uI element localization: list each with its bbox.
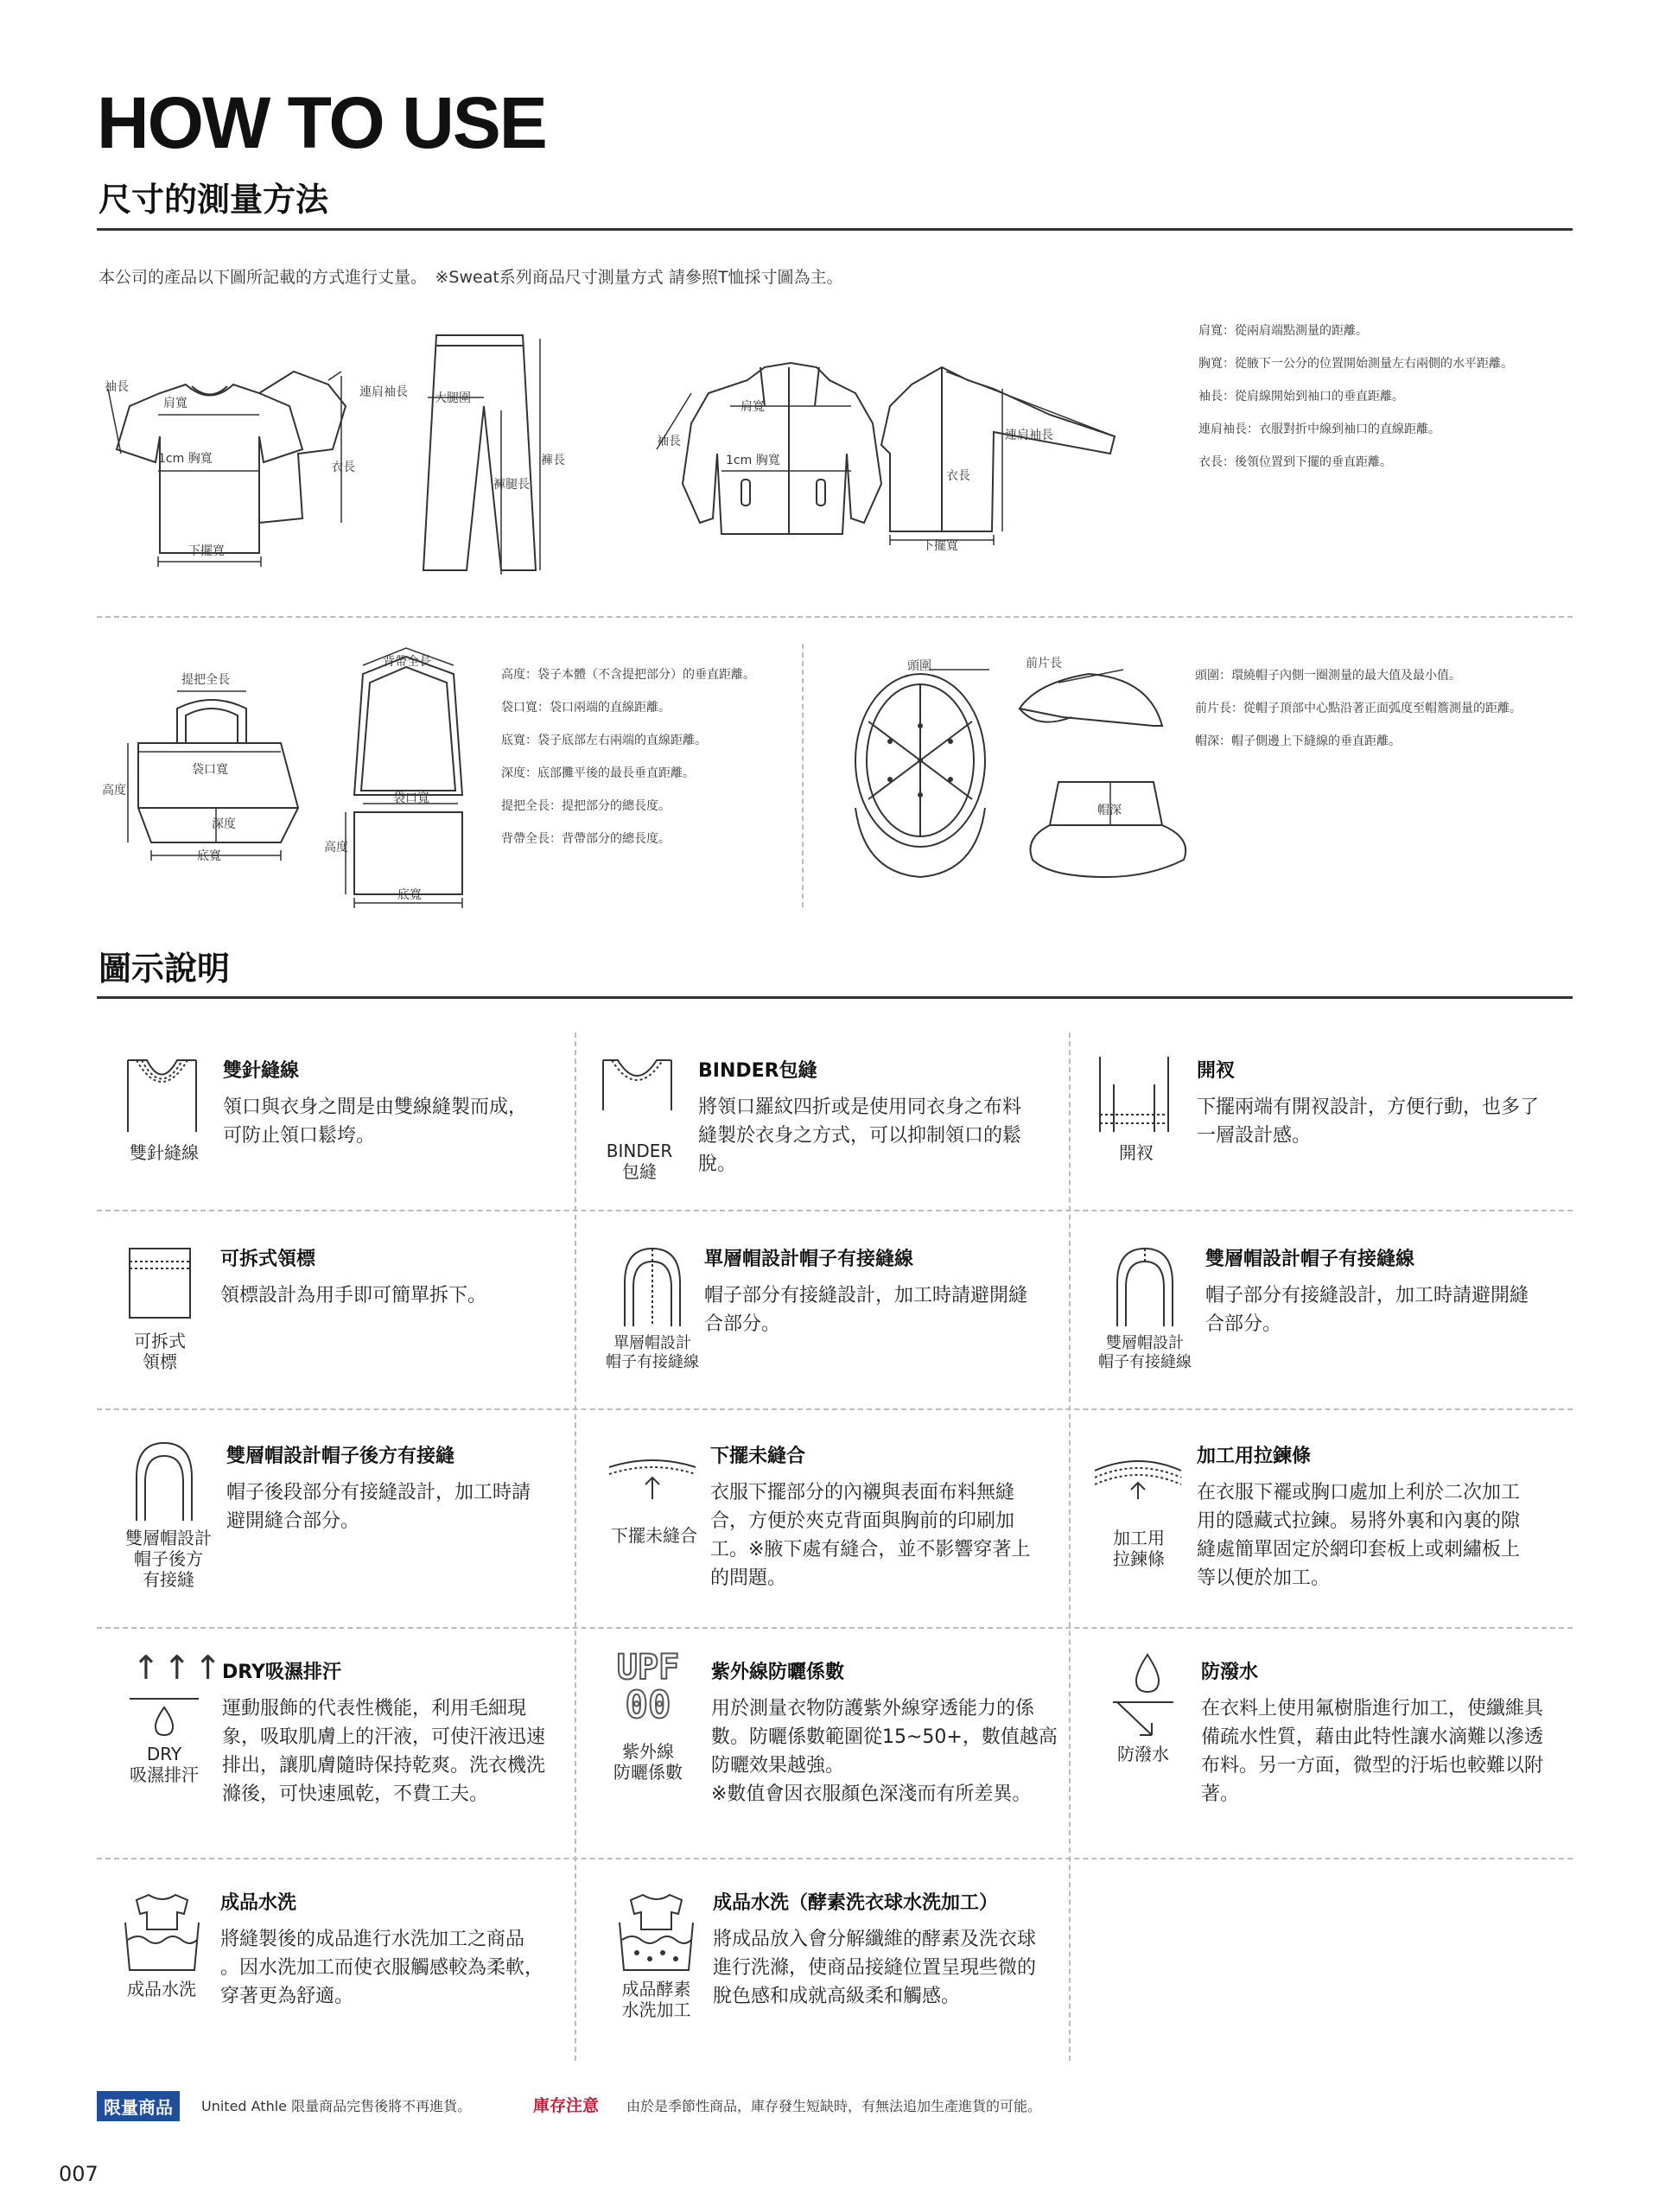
stock-notice-label: 庫存注意 xyxy=(533,2096,600,2115)
page-number: 007 xyxy=(59,2162,99,2186)
tshirt-shoulder-label: 肩寬 xyxy=(163,397,188,410)
icon-desc-line: 可防止領口鬆垮。 xyxy=(223,1125,376,1147)
icon-desc-line: 進行洗滌，使商品接縫位置呈現些微的 xyxy=(713,1957,1037,1979)
icon-desc-line: 脫。 xyxy=(698,1154,737,1175)
icon-title: BINDER包縫 xyxy=(698,1060,817,1082)
def-bag-height: 高度：袋子本體（不含提把部分）的垂直距離。 xyxy=(501,668,755,682)
def-cap-brim: 前片長：從帽子頂部中心點沿著正面弧度至帽簷測量的距離。 xyxy=(1195,702,1522,715)
icon-desc-line: 將成品放入會分解纖維的酵素及洗衣球 xyxy=(713,1929,1037,1950)
icon-title: 紫外線防曬係數 xyxy=(711,1662,845,1683)
icon-desc-line: 在衣服下襬或胸口處加上利於二次加工 xyxy=(1197,1482,1521,1503)
icon-desc xyxy=(698,1093,1021,1179)
garment-definitions xyxy=(1198,321,1513,470)
cap-depth-label: 帽深 xyxy=(1097,804,1122,817)
icon-caption: 雙層帽設計 帽子有接縫線 xyxy=(1098,1334,1192,1371)
tote-depth-label: 深度 xyxy=(212,817,236,831)
icon-title: 開衩 xyxy=(1197,1060,1236,1082)
side-vent-icon xyxy=(1093,1050,1175,1136)
icon-desc-line: 縫製於衣身之方式，可以抑制領口的鬆 xyxy=(698,1125,1022,1147)
binder-icon xyxy=(596,1050,678,1136)
page-subtitle: 尺寸的測量方法 xyxy=(99,181,329,219)
icon-title: 雙層帽設計帽子後方有接縫 xyxy=(226,1446,455,1467)
icon-desc xyxy=(220,1281,486,1310)
def-cap-depth: 帽深：帽子側邊上下縫線的垂直距離。 xyxy=(1195,734,1401,748)
pants-thigh-label: 大腿圍 xyxy=(435,391,471,405)
icon-desc-line: 數。防曬係數範圍從15~50+，數值越高 xyxy=(711,1726,1058,1748)
def-chest: 胸寬：從腋下一公分的位置開始測量左右兩側的水平距離。 xyxy=(1198,357,1513,371)
icon-desc xyxy=(222,1694,545,1808)
icon-desc-line: 合部分。 xyxy=(1205,1313,1282,1335)
icon-desc xyxy=(711,1694,1058,1808)
legend-col-divider-2 xyxy=(1069,1033,1071,2061)
icon-title: 下擺未縫合 xyxy=(710,1446,806,1467)
icon-title: 加工用拉鍊條 xyxy=(1197,1446,1312,1467)
def-length: 衣長：後領位置到下擺的垂直距離。 xyxy=(1198,455,1392,469)
icon-desc-line: 在衣料上使用氟樹脂進行加工，使纖維具 xyxy=(1201,1698,1544,1719)
icon-desc xyxy=(1205,1281,1529,1338)
tote-height-label: 高度 xyxy=(102,784,126,798)
icon-caption: 成品酵素 水洗加工 xyxy=(621,1979,691,2020)
enzyme-wash-icon xyxy=(615,1888,697,1974)
icon-desc-line: 。因水洗加工而使衣服觸感較為柔軟， xyxy=(220,1957,544,1979)
icon-caption: 下擺未縫合 xyxy=(611,1525,697,1546)
icon-desc-line: 用於測量衣物防護紫外線穿透能力的係 xyxy=(711,1698,1035,1719)
tote-handle-label: 提把全長 xyxy=(181,673,230,687)
icon-title: 可拆式領標 xyxy=(220,1249,316,1270)
icon-desc-line: 一層設計感。 xyxy=(1197,1125,1312,1147)
jacket-raglan-label: 連肩袖長 xyxy=(1005,429,1053,442)
def-bag-mouth: 袋口寬：袋口兩端的直線距離。 xyxy=(501,701,671,715)
pants-outseam-label: 褲長 xyxy=(541,454,565,467)
icon-desc xyxy=(710,1478,1030,1592)
icon-desc-line: 合部分。 xyxy=(704,1313,781,1335)
icon-desc-line: 等以便於加工。 xyxy=(1197,1567,1331,1589)
cap-brim-label: 前片長 xyxy=(1026,657,1062,671)
bag-bottom-label: 底寬 xyxy=(397,888,422,902)
icon-desc xyxy=(704,1281,1027,1338)
icon-caption: 防潑水 xyxy=(1117,1744,1169,1764)
icon-caption: 紫外線 防曬係數 xyxy=(613,1741,683,1783)
single-hood-icon xyxy=(618,1244,687,1331)
double-stitch-icon xyxy=(121,1050,203,1136)
icon-caption: BINDER 包縫 xyxy=(606,1141,673,1182)
jacket-shoulder-label: 肩寬 xyxy=(741,400,765,414)
tshirt-hem-label: 下擺寬 xyxy=(188,544,225,558)
icon-desc-line: 工。※腋下處有縫合，並不影響穿著上 xyxy=(710,1539,1031,1560)
double-hood-icon xyxy=(1110,1244,1179,1331)
legend-rule xyxy=(97,996,1573,999)
icon-desc-line: 衣服下擺部分的內襯與表面布料無縫 xyxy=(710,1482,1015,1503)
icon-title: 單層帽設計帽子有接縫線 xyxy=(704,1249,914,1270)
icon-desc-line: 避開縫合部分。 xyxy=(226,1510,360,1532)
icon-desc xyxy=(1201,1694,1543,1808)
water-repellent-icon xyxy=(1109,1650,1178,1737)
hem-no-seam-icon xyxy=(605,1452,700,1503)
jacket-sleeve-label: 袖長 xyxy=(657,435,681,448)
icon-desc-line: 縫處簡單固定於網印套板上或刺繡板上 xyxy=(1197,1539,1521,1560)
icon-caption: DRY 吸濕排汗 xyxy=(130,1744,199,1785)
stock-notice-text: 由於是季節性商品，庫存發生短缺時，有無法追加生產進貨的可能。 xyxy=(626,2098,1042,2114)
tshirt-chest-label: 1cm 胸寬 xyxy=(158,452,213,466)
dry-arrows: ↑↑↑ xyxy=(132,1649,226,1687)
upf-icon xyxy=(609,1650,687,1741)
legend-row-divider-2 xyxy=(97,1408,1573,1410)
def-cap-head: 頭圍：環繞帽子內側一圈測量的最大值及最小值。 xyxy=(1195,669,1461,683)
upf-mark-bottom: 00 xyxy=(625,1683,671,1727)
def-sleeve: 袖長：從肩線開始到袖口的垂直距離。 xyxy=(1198,390,1404,404)
page-title: HOW TO USE xyxy=(97,82,546,163)
legend-row-divider-3 xyxy=(97,1627,1573,1629)
icon-desc xyxy=(223,1093,527,1150)
jacket-length-label: 衣長 xyxy=(946,469,970,483)
icon-caption: 雙層帽設計 帽子後方 有接縫 xyxy=(125,1528,212,1590)
def-bag-depth: 深度：底部攤平後的最長垂直距離。 xyxy=(501,766,695,780)
def-bag-strap: 背帶全長：背帶部分的總長度。 xyxy=(501,832,671,846)
icon-caption: 可拆式 領標 xyxy=(134,1331,186,1372)
icon-desc xyxy=(1197,1093,1539,1150)
intro-text: 本公司的產品以下圖所記載的方式進行丈量。 ※Sweat系列商品尺寸測量方式 請參照T恤採寸圖為主。 xyxy=(99,268,843,287)
icon-desc-line: 象，吸取肌膚上的汗液，可使汗液迅速 xyxy=(222,1726,546,1748)
icon-desc-line: 著。 xyxy=(1201,1783,1240,1805)
legend-title: 圖示說明 xyxy=(99,950,231,988)
icon-desc-line: 的問題。 xyxy=(710,1567,787,1589)
icon-desc-line: 脫色感和成就高級柔和觸感。 xyxy=(713,1986,961,2007)
icon-desc-line: 備疏水性質，藉由此特性讓水滴難以滲透 xyxy=(1201,1726,1544,1748)
icon-title: 雙層帽設計帽子有接縫線 xyxy=(1205,1249,1415,1270)
jacket-hem-label: 下擺寬 xyxy=(922,539,958,553)
cap-definitions xyxy=(1195,666,1522,749)
garment-wash-icon xyxy=(121,1888,203,1974)
zipper-icon xyxy=(1090,1452,1185,1503)
icon-caption: 單層帽設計 帽子有接縫線 xyxy=(606,1334,699,1371)
bag-strap-label: 背帶全長 xyxy=(383,655,431,669)
icon-caption: 開衩 xyxy=(1119,1142,1154,1163)
tote-mouth-label: 袋口寬 xyxy=(192,763,228,777)
icon-desc-line: 帽子後段部分有接縫設計，加工時請 xyxy=(226,1482,531,1503)
icon-desc-line: 用的隱藏式拉鍊。易將外裏和內裏的隙 xyxy=(1197,1510,1521,1532)
icon-desc xyxy=(226,1478,531,1535)
icon-desc-line: 排出，讓肌膚隨時保持乾爽。洗衣機洗 xyxy=(222,1755,546,1777)
legend-col-divider-1 xyxy=(575,1033,576,2061)
limited-text: United Athle 限量商品完售後將不再進貨。 xyxy=(201,2098,472,2114)
icon-title: 雙針縫線 xyxy=(223,1060,300,1082)
icon-desc xyxy=(1197,1478,1520,1592)
def-bag-handle: 提把全長：提把部分的總長度。 xyxy=(501,799,671,813)
icon-desc xyxy=(713,1925,1036,2011)
double-hood-back-icon xyxy=(130,1439,199,1525)
tshirt-raglan-label: 連肩袖長 xyxy=(359,385,408,399)
limited-badge: 限量商品 xyxy=(97,2091,180,2121)
section-divider xyxy=(97,616,1573,618)
icon-desc-line: 將縫製後的成品進行水洗加工之商品 xyxy=(220,1929,525,1950)
jacket-chest-label: 1cm 胸寬 xyxy=(726,454,780,467)
removable-label-icon xyxy=(125,1244,194,1322)
cap-head-label: 頭圍 xyxy=(907,659,931,673)
icon-desc-line: 帽子部分有接縫設計，加工時請避開縫 xyxy=(704,1285,1028,1306)
icon-desc-line: 帽子部分有接縫設計，加工時請避開縫 xyxy=(1205,1285,1529,1306)
def-shoulder: 肩寬：從兩肩端點測量的距離。 xyxy=(1198,324,1368,338)
icon-desc-line: 合，方便於夾克背面與胸前的印刷加 xyxy=(710,1510,1015,1532)
icon-desc-line: 下擺兩端有開衩設計，方便行動，也多了 xyxy=(1197,1096,1540,1118)
legend-row-divider-4 xyxy=(97,1858,1573,1859)
icon-caption: 加工用 拉鍊條 xyxy=(1113,1528,1165,1569)
def-bag-bottom: 底寬：袋子底部左右兩端的直線距離。 xyxy=(501,734,707,747)
dry-icon xyxy=(125,1649,226,1744)
icon-desc xyxy=(220,1925,543,2011)
icon-caption: 雙針縫線 xyxy=(130,1142,199,1163)
def-raglan: 連肩袖長：衣服對折中線到袖口的直線距離。 xyxy=(1198,423,1440,436)
icon-title: 成品水洗（酵素洗衣球水洗加工） xyxy=(713,1892,999,1914)
icon-desc-line: 滌後，可快速風乾，不費工夫。 xyxy=(222,1783,489,1805)
icon-caption: 成品水洗 xyxy=(127,1979,196,1999)
icon-desc-line: 穿著更為舒適。 xyxy=(220,1986,354,2007)
icon-desc-line: 運動服飾的代表性機能，利用毛細現 xyxy=(222,1698,527,1719)
icon-desc-line: ※數值會因衣服顏色深淺而有所差異。 xyxy=(711,1783,1032,1805)
tshirt-sleeve-label: 袖長 xyxy=(105,380,129,394)
pants-inseam-label: 褲腿長 xyxy=(493,478,530,492)
bag-cap-divider xyxy=(802,644,804,907)
bag-definitions xyxy=(501,665,755,847)
icon-title: DRY吸濕排汗 xyxy=(222,1662,341,1683)
icon-desc-line: 領口與衣身之間是由雙線縫製而成， xyxy=(223,1096,528,1118)
upf-mark-top: UPF xyxy=(616,1648,680,1688)
icon-desc-line: 布料。另一方面，微型的汙垢也較難以附 xyxy=(1201,1755,1544,1777)
tote-bottom-label: 底寬 xyxy=(197,849,221,863)
icon-desc-line: 領標設計為用手即可簡單拆下。 xyxy=(220,1285,487,1306)
legend-row-divider-1 xyxy=(97,1210,1573,1211)
icon-desc-line: 防曬效果越強。 xyxy=(711,1755,845,1777)
icon-title: 防潑水 xyxy=(1201,1662,1259,1683)
icon-title: 成品水洗 xyxy=(220,1892,297,1914)
icon-desc-line: 將領口羅紋四折或是使用同衣身之布料 xyxy=(698,1096,1022,1118)
bag-mouth-label: 袋口寬 xyxy=(393,791,429,805)
header-rule xyxy=(97,228,1573,231)
tshirt-length-label: 衣長 xyxy=(331,461,355,474)
bag-height-label: 高度 xyxy=(324,841,348,855)
